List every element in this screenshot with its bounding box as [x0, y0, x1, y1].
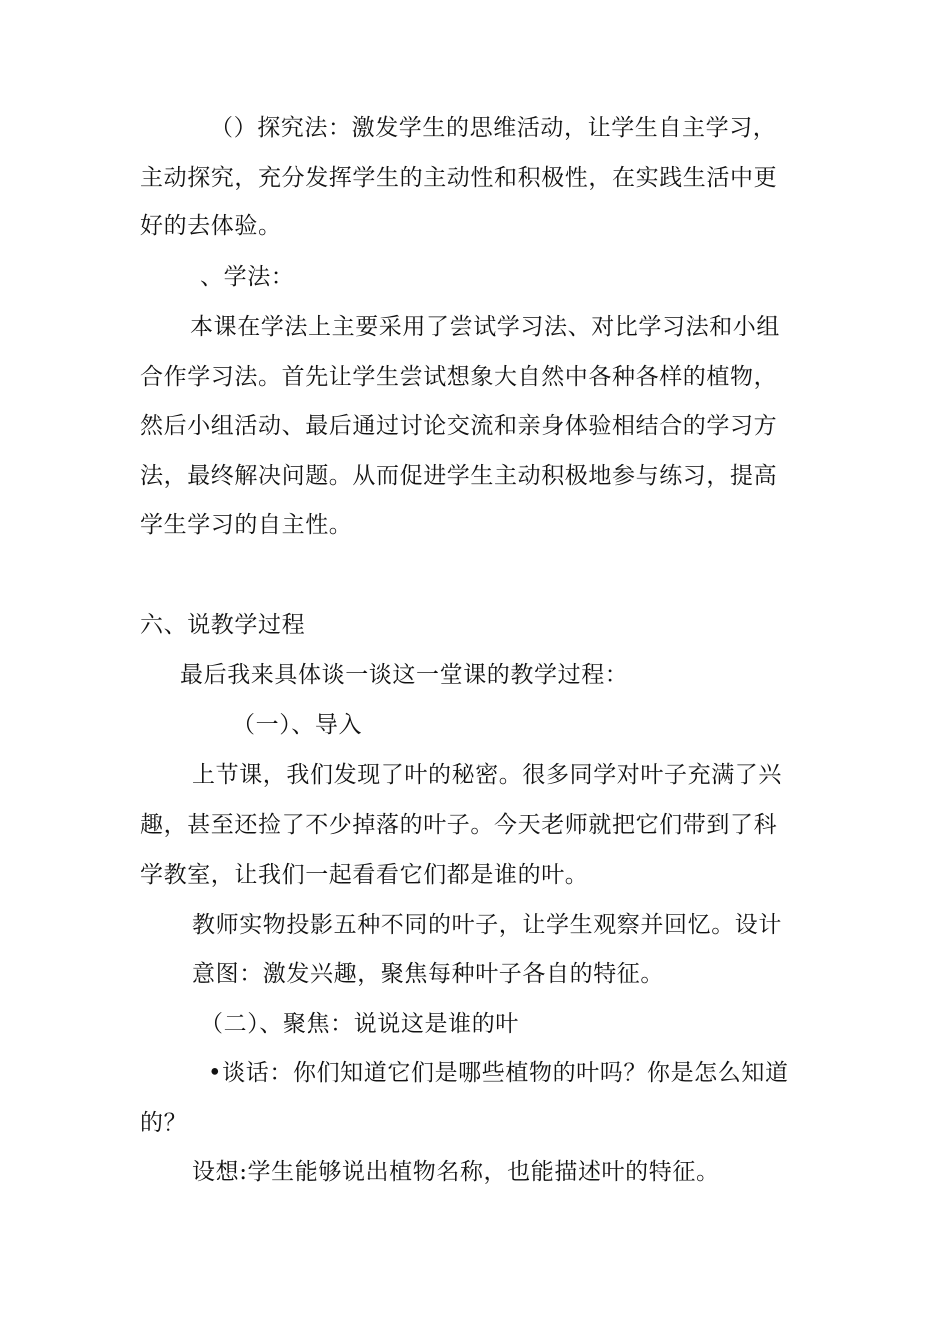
section-heading: 、学法： — [200, 264, 295, 290]
section-heading: 六、说教学过程 — [140, 612, 306, 638]
paragraph-line: 本课在学法上主要采用了尝试学习法、对比学习法和小组 — [190, 314, 780, 340]
paragraph-line: 好的去体验。 — [140, 213, 282, 239]
paragraph-line: 上节课，我们发现了叶的秘密。很多同学对叶子充满了兴 — [192, 762, 782, 788]
paragraph-line: （）探究法：激发学生的思维活动，让学生自主学习， — [210, 115, 777, 141]
subsection-heading: （一）、导入 — [232, 712, 363, 738]
paragraph-line: 主动探究，充分发挥学生的主动性和积极性，在实践生活中更 — [140, 165, 778, 191]
paragraph-line: 法，最终解决问题。从而促进学生主动积极地参与练习，提高 — [140, 463, 778, 489]
paragraph-line: 学教室，让我们一起看看它们都是谁的叶。 — [140, 862, 589, 888]
paragraph-line: 意图：激发兴趣，聚焦每种叶子各自的特征。 — [192, 961, 664, 987]
paragraph-line: 教师实物投影五种不同的叶子，让学生观察并回忆。设计 — [192, 912, 782, 938]
paragraph-line: 然后小组活动、最后通过讨论交流和亲身体验相结合的学习方 — [140, 413, 778, 439]
paragraph-line: 设想:学生能够说出植物名称，也能描述叶的特征。 — [192, 1159, 720, 1185]
paragraph-line: 合作学习法。首先让学生尝试想象大自然中各种各样的植物， — [140, 364, 778, 390]
subsection-heading: （二）、聚焦：说说这是谁的叶 — [200, 1011, 519, 1037]
paragraph-line: 最后我来具体谈一谈这一堂课的教学过程： — [180, 662, 629, 688]
paragraph-line: •谈话：你们知道它们是哪些植物的叶吗？你是怎么知道 — [208, 1060, 789, 1086]
paragraph-line: 学生学习的自主性。 — [140, 512, 353, 538]
paragraph-line: 的？ — [140, 1110, 188, 1136]
paragraph-line: 趣，甚至还捡了不少掉落的叶子。今天老师就把它们带到了科 — [140, 812, 778, 838]
